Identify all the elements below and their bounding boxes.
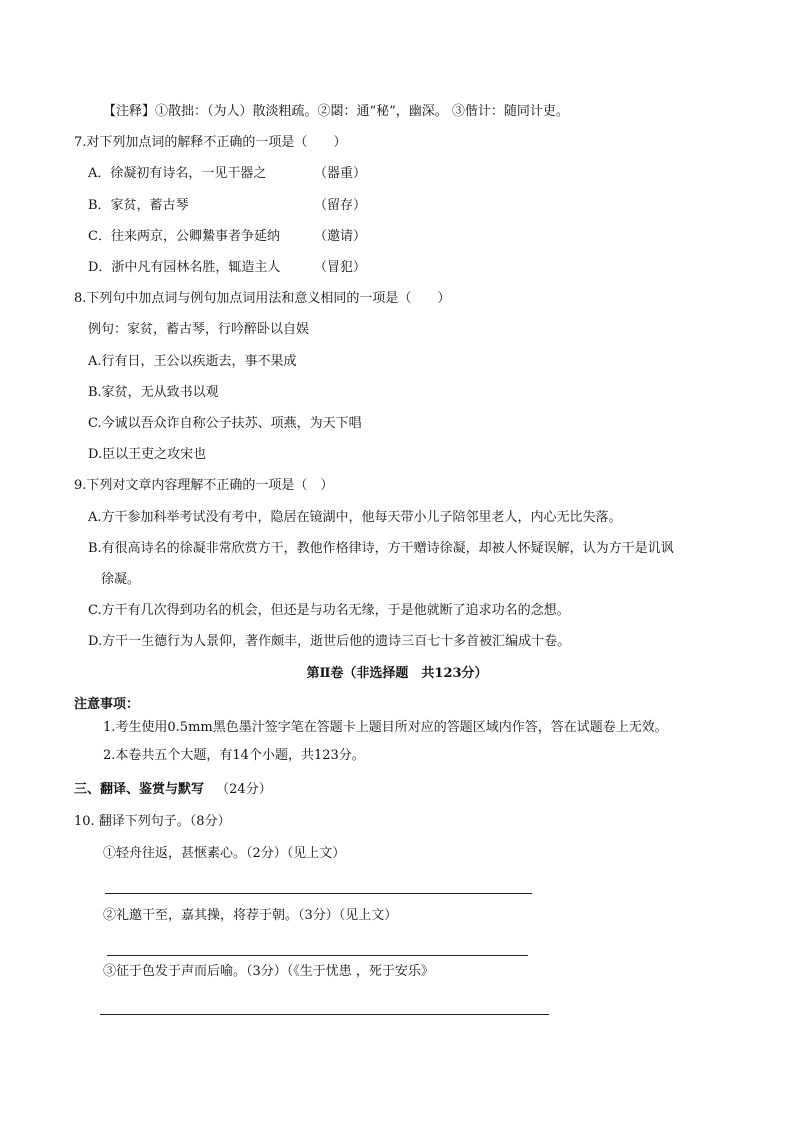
q8-option-d: D.臣以王吏之攻宋也 <box>88 447 207 462</box>
q7-option-c-text: C．往来两京，公卿䲀事者争延纳 <box>88 229 280 244</box>
q8-option-b: B.家贫，无从致书以观 <box>88 385 219 400</box>
q8-option-a: A.行有日，王公以疾逝去，事不果成 <box>88 354 297 369</box>
section-3-points: （24分） <box>216 782 272 797</box>
q10-answer-line-3[interactable] <box>100 1014 549 1015</box>
q9-option-b-continued: 徐凝。 <box>101 572 141 587</box>
section-3-title: 三、翻译、鉴赏与默写 <box>74 782 205 797</box>
q8-example: 例句：家贫，蓄古琴，行吟醉卧以自娱 <box>88 322 310 337</box>
q10-answer-line-1[interactable] <box>105 893 532 894</box>
q9-option-a: A.方干参加科举考试没有考中，隐居在镜湖中，他每天带小儿子陪邻里老人，内心无比失落。 <box>88 510 622 525</box>
q7-option-b-gloss: （留存） <box>314 198 367 213</box>
q10-stem: 10. 翻译下列句子。（8分） <box>74 814 231 829</box>
section-3-heading <box>74 782 272 798</box>
q7-option-b-text: B．家贫，蓄古琴 <box>88 198 189 213</box>
q7-stem: 7.对下列加点词的解释不正确的一项是（ ） <box>74 135 347 150</box>
q8-option-c: C.今诚以吾众诈自称公子扶苏、项燕，为天下唱 <box>88 416 362 431</box>
annotation: 【注释】①散拙：（为人）散淡粗疏。②閟：通“秘”，幽深。 ③偕计：随同计吏。 <box>103 104 569 119</box>
q9-option-c: C.方干有几次得到功名的机会，但还是与功名无缘，于是他就断了追求功名的念想。 <box>88 603 570 618</box>
q10-item-3: ③征于色发于声而后喻。（3分）（《生于忧患 ，死于安乐》 <box>103 964 434 979</box>
q10-item-1: ①轻舟往返，甚惬素心。（2分）（见上文） <box>103 846 346 861</box>
notice-item-1: 1.考生使用0.5mm黑色墨汁签字笔在答题卡上题目所对应的答题区域内作答，答在试题卷上无效。 <box>103 720 668 735</box>
q10-item-2: ②礼邀干至，嘉其操，将荐于朝。（3分）（见上文） <box>103 908 398 923</box>
q8-stem: 8.下列句中加点词与例句加点词用法和意义相同的一项是（ ） <box>74 291 451 306</box>
q7-option-d-gloss: （冒犯） <box>314 260 367 275</box>
notice-item-2: 2.本卷共五个大题，有14个小题，共123分。 <box>103 748 365 763</box>
q7-option-a-gloss: （器重） <box>314 166 367 181</box>
q7-option-a-text: A．徐凝初有诗名，一见干器之 <box>88 166 267 181</box>
q7-option-c-gloss: （邀请） <box>314 229 367 244</box>
part-2-title: 第Ⅱ卷（非选择题 共123分） <box>306 666 488 681</box>
q7-option-d-text: D．浙中凡有园林名胜，辄造主人 <box>88 260 281 275</box>
q10-answer-line-2[interactable] <box>107 955 528 956</box>
q9-stem: 9.下列对文章内容理解不正确的一项是（ ） <box>74 478 334 493</box>
notice-heading: 注意事项： <box>74 697 140 712</box>
q9-option-b: B.有很高诗名的徐凝非常欣赏方干，教他作格律诗，方干赠诗徐凝，却被人怀疑误解，认为方干是讥讽 <box>88 541 674 556</box>
q9-option-d: D.方干一生德行为人景仰，著作颇丰，逝世后他的遗诗三百七十多首被汇编成十卷。 <box>88 634 571 649</box>
